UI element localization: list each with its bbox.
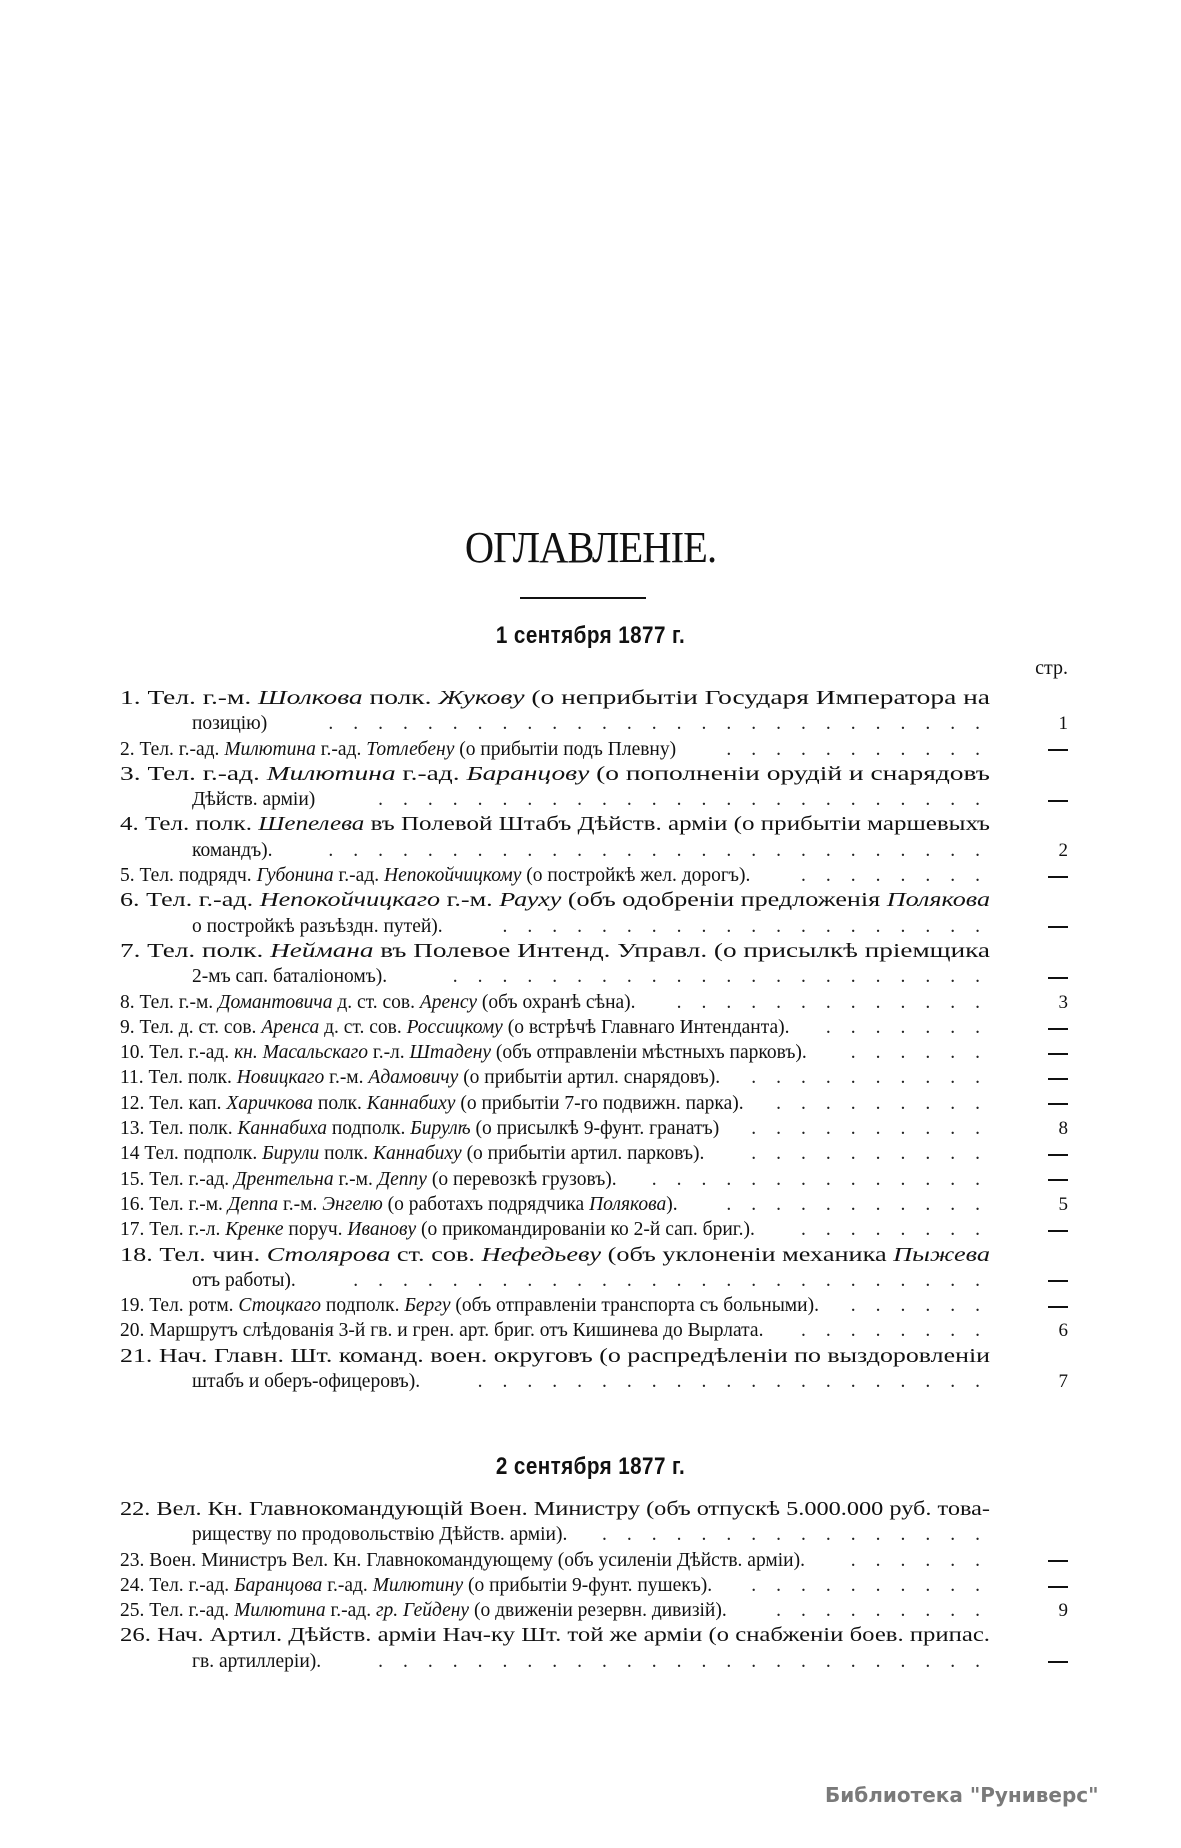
toc-entry-first-line	[120, 888, 1068, 913]
ditto-dash	[1048, 1103, 1068, 1105]
page-number: 7	[1058, 1371, 1068, 1393]
toc-entry[interactable]	[120, 1548, 1068, 1573]
toc-entry[interactable]	[120, 1573, 1068, 1598]
toc-entry[interactable]	[120, 863, 1068, 888]
toc-entry-continuation	[120, 914, 1068, 939]
toc-entry-first-line	[120, 1040, 1068, 1065]
toc-entry-first-line	[120, 1548, 1068, 1573]
toc-entry-continuation	[120, 964, 1068, 989]
toc-entry-text: 9. Тел. д. ст. сов. Аренса д. ст. сов. Россицкому (о встрѣчѣ Главнаго Интенданта).	[120, 1016, 790, 1038]
page-number	[1038, 1649, 1068, 1674]
leader-dots: .....................	[477, 1371, 1000, 1393]
ditto-dash	[1048, 1230, 1068, 1232]
page-number: 6	[1058, 1320, 1068, 1342]
leader-dots: ................	[602, 1524, 1000, 1546]
toc-entry-text: 2-мъ сап. баталіономъ).	[192, 966, 388, 988]
ditto-dash	[1048, 749, 1068, 751]
ditto-dash	[1048, 926, 1068, 928]
toc-entry[interactable]	[120, 1065, 1068, 1090]
leader-dots: ...........................	[328, 839, 1000, 861]
toc-entry-text: 16. Тел. г.-м. Деппа г.-м. Энгелю (о работахъ подрядчика Полякова).	[120, 1193, 678, 1215]
page-number	[1038, 863, 1068, 888]
toc-entry[interactable]	[120, 1497, 1068, 1548]
toc-entry-first-line	[120, 1293, 1068, 1318]
toc-section-sep-1	[0, 686, 1181, 1394]
toc-section-sep-2	[0, 1497, 1181, 1674]
page-number	[1038, 1167, 1068, 1192]
toc-entry[interactable]	[120, 1167, 1068, 1192]
toc-entry-first-line	[120, 1091, 1068, 1116]
ditto-dash	[1048, 1028, 1068, 1030]
toc-entry-text: 7. Тел. полк. Неймана въ Полевое Интенд. Управл. (о присылкѣ пріемщика	[120, 940, 990, 962]
leader-dots: .............	[676, 991, 1000, 1013]
toc-entry[interactable]	[120, 1598, 1068, 1623]
page-number	[1038, 737, 1068, 762]
page-number	[1038, 1141, 1068, 1166]
page-number: 1	[1058, 713, 1068, 735]
toc-entry-first-line	[120, 1598, 1068, 1623]
library-watermark: Библиотека "Руниверс"	[825, 1783, 1099, 1807]
page-number	[1038, 1293, 1068, 1318]
page-number	[1038, 1091, 1068, 1116]
toc-entry-first-line	[120, 1141, 1068, 1166]
leader-dots: ...........................	[328, 713, 1000, 735]
toc-entry-first-line	[120, 863, 1068, 888]
toc-entry-first-line	[120, 1116, 1068, 1141]
page-number	[1038, 1040, 1068, 1065]
toc-entry[interactable]	[120, 990, 1068, 1015]
page-number: 2	[1058, 839, 1068, 861]
toc-entry-text: 3. Тел. г.-ад. Милютина г.-ад. Баранцову (о пополненіи орудій и снарядовъ	[120, 763, 990, 785]
title-divider	[520, 597, 646, 599]
ditto-dash	[1048, 800, 1068, 802]
toc-entry-first-line	[120, 939, 1068, 964]
toc-entry-text: 17. Тел. г.-л. Кренке поруч. Иванову (о прикомандированіи ко 2-й сап. бриг.).	[120, 1219, 755, 1241]
toc-entry[interactable]	[120, 1091, 1068, 1116]
toc-entry[interactable]	[120, 1040, 1068, 1065]
toc-entry-text: 8. Тел. г.-м. Домантовича д. ст. сов. Аренсу (объ охранѣ сѣна).	[120, 991, 636, 1013]
toc-entry-first-line	[120, 1167, 1068, 1192]
ditto-dash	[1048, 1053, 1068, 1055]
toc-entry[interactable]	[120, 939, 1068, 990]
toc-entry-first-line	[120, 1192, 1068, 1217]
toc-entry-first-line	[120, 1015, 1068, 1040]
ditto-dash	[1048, 977, 1068, 979]
page-number	[1038, 1065, 1068, 1090]
ditto-dash	[1048, 1661, 1068, 1663]
leader-dots: ......	[850, 1042, 1000, 1064]
toc-entry-first-line	[120, 737, 1068, 762]
leader-dots: ........	[801, 1219, 1000, 1241]
toc-entry-text: отъ работы).	[192, 1269, 296, 1291]
page-number	[1038, 914, 1068, 939]
ditto-dash	[1048, 1560, 1068, 1562]
toc-entry[interactable]	[120, 1141, 1068, 1166]
toc-entry-first-line	[120, 1497, 1068, 1522]
leader-dots: .........	[776, 1092, 1000, 1114]
page-number	[1038, 964, 1068, 989]
leader-dots: ......	[850, 1549, 1000, 1571]
ditto-dash	[1048, 1078, 1068, 1080]
toc-entry-text: о постройкѣ разъѣздн. путей).	[192, 915, 443, 937]
page-number: 9	[1058, 1600, 1068, 1622]
toc-entry[interactable]	[120, 737, 1068, 762]
leader-dots: .........................	[378, 1650, 1000, 1672]
toc-entry-first-line	[120, 812, 1068, 837]
leader-dots: ..........................	[353, 1269, 1000, 1291]
toc-entry-first-line	[120, 990, 1068, 1015]
ditto-dash	[1048, 1179, 1068, 1181]
toc-entry-first-line	[120, 1623, 1068, 1648]
toc-entry-continuation	[120, 787, 1068, 812]
leader-dots: .......	[825, 1016, 1000, 1038]
toc-entry[interactable]	[120, 1293, 1068, 1318]
toc-entry-first-line	[120, 686, 1068, 711]
toc-entry-continuation	[120, 711, 1068, 736]
toc-entry-text: командъ).	[192, 839, 273, 861]
toc-entry[interactable]	[120, 1318, 1068, 1343]
toc-entry-text: 1. Тел. г.-м. Шолкова полк. Жукову (о неприбытіи Государя Императора на	[120, 688, 990, 709]
page-number	[1038, 1217, 1068, 1242]
leader-dots: ..........	[751, 1143, 1000, 1165]
leader-dots: ......................	[452, 966, 1000, 988]
toc-entry-first-line	[120, 1573, 1068, 1598]
page-number	[1038, 1573, 1068, 1598]
toc-entry[interactable]	[120, 1116, 1068, 1141]
toc-entry-text: 4. Тел. полк. Шепелева въ Полевой Штабъ Дѣйств. арміи (о прибытіи маршевыхъ	[120, 814, 990, 836]
toc-entry-text: штабъ и оберъ-офицеровъ).	[192, 1371, 421, 1393]
toc-entry[interactable]	[120, 1243, 1068, 1294]
toc-entry-text: 12. Тел. кап. Харичкова полк. Каннабиху (о прибытіи 7-го подвижн. парка).	[120, 1092, 744, 1114]
leader-dots: ...........	[726, 738, 1000, 760]
toc-entry[interactable]	[120, 888, 1068, 939]
page-column-label: стр.	[1035, 657, 1068, 679]
toc-entry-text: 18. Тел. чин. Столярова ст. сов. Нефедьеву (объ уклоненіи механика Пыжева	[120, 1244, 990, 1266]
section-heading-sep-2: 2 сентября 1877 г.	[495, 1453, 686, 1480]
toc-entry-text: 6. Тел. г.-ад. Непокойчицкаго г.-м. Рауху (объ одобреніи предложенія Полякова	[120, 890, 990, 912]
toc-entry-text: 2. Тел. г.-ад. Милютина г.-ад. Тотлебену (о прибытіи подъ Плевну)	[120, 738, 677, 760]
page-title: ОГЛАВЛЕНІЕ.	[464, 523, 717, 572]
toc-entry-text: Дѣйств. арміи)	[192, 789, 316, 811]
toc-entry[interactable]	[120, 686, 1068, 737]
leader-dots: ....................	[502, 915, 1000, 937]
toc-entry-text: 26. Нач. Артил. Дѣйств. арміи Нач-ку Шт. той же арміи (о снабженіи боев. припас.	[120, 1625, 990, 1647]
ditto-dash	[1048, 1306, 1068, 1308]
toc-entry-first-line	[120, 762, 1068, 787]
toc-entry-first-line	[120, 1318, 1068, 1343]
toc-entry[interactable]	[120, 1192, 1068, 1217]
toc-entry-text: 24. Тел. г.-ад. Баранцова г.-ад. Милютину (о прибытіи 9-фунт. пушекъ).	[120, 1574, 713, 1596]
leader-dots: ..........	[751, 1067, 1000, 1089]
toc-entry-continuation	[120, 1522, 1068, 1547]
toc-entry-continuation	[120, 1649, 1068, 1674]
toc-entry-text: 20. Маршрутъ слѣдованія 3-й гв. и грен. арт. бриг. отъ Кишинева до Вырлата.	[120, 1320, 764, 1342]
toc-entry-text: риществу по продовольствію Дѣйств. арміи).	[192, 1524, 568, 1546]
section-heading-sep-1: 1 сентября 1877 г.	[495, 622, 686, 649]
leader-dots: .........................	[378, 789, 1000, 811]
page-number: 8	[1058, 1118, 1068, 1140]
toc-entry-text: 10. Тел. г.-ад. кн. Масальскаго г.-л. Штадену (объ отправленіи мѣстныхъ парковъ).	[120, 1042, 807, 1064]
toc-entry-text: 13. Тел. полк. Каннабиха подполк. Бирулѣ (о присылкѣ 9-фунт. гранатъ)	[120, 1118, 720, 1140]
toc-entry[interactable]	[120, 1344, 1068, 1395]
toc-entry-text: 25. Тел. г.-ад. Милютина г.-ад. гр. Гейдену (о движеніи резервн. дивизій).	[120, 1600, 727, 1622]
leader-dots: ..............	[651, 1168, 1000, 1190]
toc-entry-continuation	[120, 838, 1068, 863]
toc-entry[interactable]	[120, 1015, 1068, 1040]
toc-entry-first-line	[120, 1344, 1068, 1369]
leader-dots: .........	[776, 1600, 1000, 1622]
toc-entry-continuation	[120, 1369, 1068, 1394]
toc-entry-text: позицію)	[192, 713, 268, 735]
ditto-dash	[1048, 1280, 1068, 1282]
leader-dots: ...........	[726, 1193, 1000, 1215]
leader-dots: ..........	[751, 1574, 1000, 1596]
toc-entry-text: 11. Тел. полк. Новицкаго г.-м. Адамовичу (о прибытіи артил. снарядовъ).	[120, 1067, 721, 1089]
toc-entry-first-line	[120, 1243, 1068, 1268]
toc-entry[interactable]	[120, 762, 1068, 813]
leader-dots: ......	[850, 1295, 1000, 1317]
ditto-dash	[1048, 1586, 1068, 1588]
leader-dots: ........	[801, 865, 1000, 887]
toc-entry-text: 21. Нач. Главн. Шт. команд. воен. округовъ (о распредѣленіи по выздоровленіи	[120, 1345, 990, 1367]
toc-entry-text: 23. Воен. Министръ Вел. Кн. Главнокомандующему (объ усиленіи Дѣйств. арміи).	[120, 1549, 805, 1571]
toc-entry[interactable]	[120, 1623, 1068, 1674]
toc-entry[interactable]	[120, 812, 1068, 863]
toc-entry-text: 14 Тел. подполк. Бирули полк. Каннабиху (о прибытіи артил. парковъ).	[120, 1143, 705, 1165]
page-number: 3	[1058, 991, 1068, 1013]
toc-entry-text: 15. Тел. г.-ад. Дрентельна г.-м. Деппу (о перевозкѣ грузовъ).	[120, 1168, 617, 1190]
page-number: 5	[1058, 1193, 1068, 1215]
leader-dots: ..........	[751, 1118, 1000, 1140]
toc-entry-first-line	[120, 1217, 1068, 1242]
ditto-dash	[1048, 1154, 1068, 1156]
page-number	[1038, 1268, 1068, 1293]
ditto-dash	[1048, 876, 1068, 878]
toc-entry-continuation	[120, 1268, 1068, 1293]
toc-entry-first-line	[120, 1065, 1068, 1090]
toc-entry[interactable]	[120, 1217, 1068, 1242]
page-number	[1038, 787, 1068, 812]
page-number	[1038, 1548, 1068, 1573]
leader-dots: ........	[801, 1320, 1000, 1342]
toc-entry-text: 5. Тел. подрядч. Губонина г.-ад. Непокойчицкому (о постройкѣ жел. дорогъ).	[120, 865, 751, 887]
toc-entry-text: 22. Вел. Кн. Главнокомандующій Воен. Министру (объ отпускѣ 5.000.000 руб. това-	[120, 1499, 990, 1520]
page-number	[1038, 1015, 1068, 1040]
toc-entry-text: 19. Тел. ротм. Стоцкаго подполк. Бергу (объ отправленіи транспорта съ больными).	[120, 1295, 819, 1317]
toc-entry-text: гв. артиллеріи).	[192, 1650, 322, 1672]
